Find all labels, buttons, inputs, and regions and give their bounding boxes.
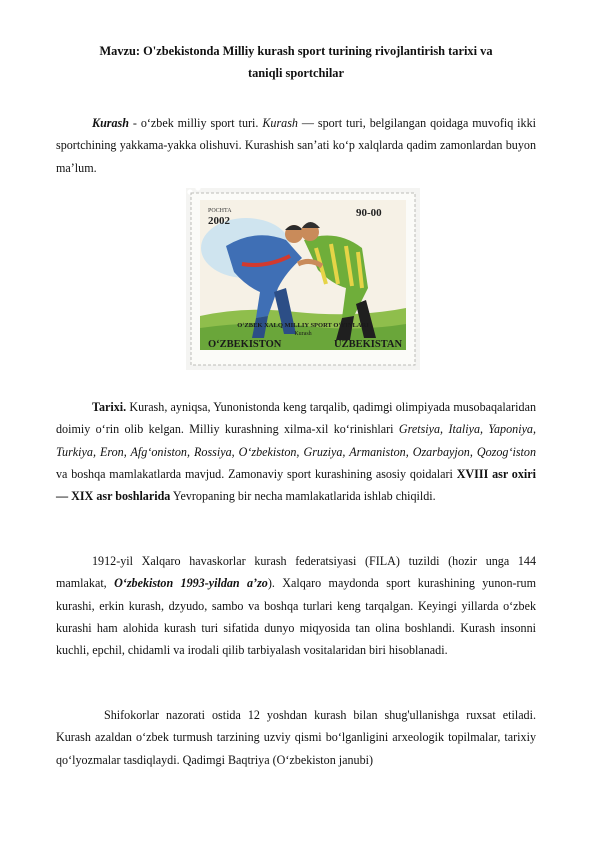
intro-text-2: — sport turi, belgilangan qoidaga muvofiq ikki sportchining yakkama-yakka olishuvi. Kurashish san’ati ko‘p xalqlarda qadim zamonlardan buyon ma’lum.: [56, 116, 536, 175]
century-highlight: XVIII asr oxiri — XIX asr boshlarida: [56, 466, 536, 504]
fila-text-1: 1912-yil Xalqaro havaskorlar kurash federatsiyasi (FILA) tuzildi (hozir unga 144 mamlakat,: [56, 554, 536, 591]
history-heading: Tarixi.: [92, 400, 127, 414]
history-text-3: Yevropaning bir necha mamlakatlarida ishlab chiqildi.: [170, 489, 436, 504]
intro-text-1: - o‘zbek milliy sport turi.: [128, 116, 263, 130]
stamp-value: 90-00: [356, 207, 382, 219]
uzbekistan-membership: O‘zbekiston 1993-yildan a’zo: [114, 576, 268, 591]
stamp-caption-2: Kurash: [294, 331, 312, 337]
fila-text-2: ). Xalqaro maydonda sport kurashining yunon-rum kurashi, erkin kurash, dzyudo, sambo va boshqa turlari keng tarqalgan. Keyingi yillarda o‘zbek kurashi ham alohida kurash turi sifatida dunyo miqyosida tan olina boshlandi. Kurash insonni kuchli, epchil, chidamli va irodali qilib tarbiyalash vositalaridan biri hisoblanadi.: [56, 576, 537, 658]
history-text-2: va boshqa mamlakatlarda mavjud. Zamonaviy sport kurashining asosiy qoidalari: [56, 466, 457, 481]
stamp-country-uz: O‘ZBEKISTON: [208, 339, 282, 350]
age-text: Shifokorlar nazorati ostida 12 yoshdan kurash bilan shug'ullanishga ruxsat etiladi. Kurash azaldan o‘zbek turmush tarzining uzviy qismi bo‘lganligini arxeologik topilmalar, tarixiy qo‘lyozmalar tasdiqlaydi. Qadimgi Baqtriya (O‘zbekiston janubi): [56, 708, 536, 767]
title-line-1: Mavzu: O'zbekistonda Milliy kurash sport turining rivojlantirish tarixi va: [99, 44, 493, 58]
intro-paragraph: [56, 112, 536, 179]
stamp-country-ru: UZBEKISTAN: [334, 339, 403, 350]
term-kurash: Kurash: [92, 116, 129, 130]
fila-paragraph: [56, 550, 536, 661]
age-paragraph: [56, 704, 536, 771]
stamp-year: 2002: [208, 215, 230, 227]
postage-stamp-image: [186, 188, 420, 370]
stamp-illustration: [186, 188, 420, 370]
stamp-caption-1: O‘ZBEK XALQ MILLIY SPORT O‘YINLARI: [237, 322, 369, 329]
country-list: Gretsiya, Italiya, Yaponiya, Turkiya, Eron, Afg‘oniston, Rossiya, O‘zbekiston, Gruziya, Armaniston, Ozarbayjon, Qozog‘iston: [56, 422, 537, 459]
history-text-1: Kurash, ayniqsa, Yunonistonda keng tarqalib, qadimgi olimpiyada musobaqalaridan doimiy o‘rin olib kelgan. Milliy kurashning xilma-xil ko‘rinishlari: [56, 400, 536, 437]
stamp-pochta: POCHTA: [208, 208, 232, 214]
page-title: [56, 40, 536, 84]
history-paragraph: [56, 396, 536, 507]
term-kurash-2: Kurash: [262, 116, 298, 130]
title-line-2: taniqli sportchilar: [247, 66, 345, 80]
